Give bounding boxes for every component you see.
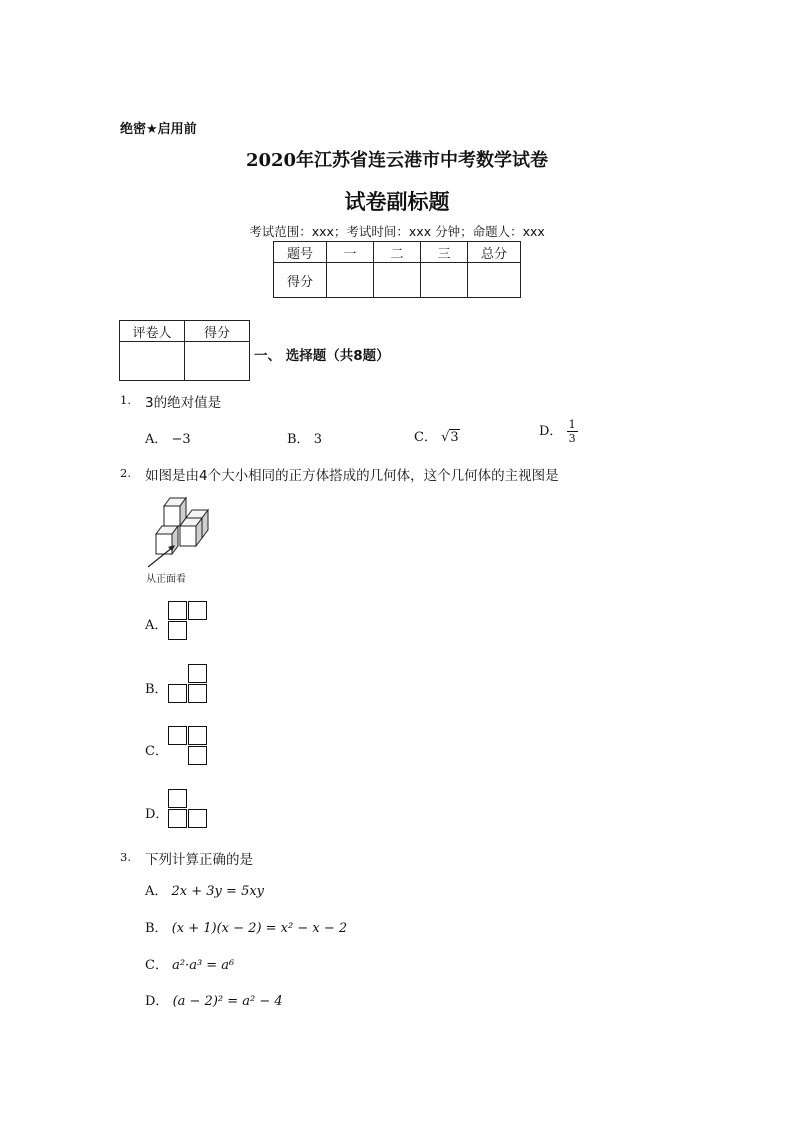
- option-c: C．: [145, 744, 168, 759]
- option-b: B．: [145, 682, 168, 697]
- square: [168, 684, 187, 703]
- option-b: [287, 428, 322, 447]
- score-header-cell: 二: [374, 242, 421, 263]
- score-cell: [327, 263, 374, 298]
- exam-subtitle: 试卷副标题: [344, 190, 450, 214]
- exam-title: 2020年江苏省连云港市中考数学试卷: [245, 150, 549, 171]
- question-text: 如图是由4个大小相同的正方体搭成的几何体，这个几何体的主视图是: [145, 468, 559, 484]
- option-value: 3: [313, 432, 322, 447]
- option-expression: 2x + 3y = 5xy: [171, 884, 265, 899]
- score-table: [273, 241, 521, 298]
- option-a-figure: [168, 601, 210, 643]
- question-number: 2.: [120, 466, 131, 480]
- option-label: A．: [145, 432, 168, 447]
- confidential-label: 绝密★启用前: [120, 122, 197, 137]
- option-expression: (a − 2)² = a² − 4: [172, 994, 283, 1009]
- grader-table: [119, 320, 250, 381]
- square: [168, 621, 187, 640]
- option-expression: (x + 1)(x − 2) = x² − x − 2: [171, 921, 348, 936]
- square: [188, 601, 207, 620]
- option-c: [145, 954, 234, 973]
- question-text: 3的绝对值是: [145, 395, 222, 411]
- option-c-figure: [168, 726, 210, 768]
- square: [188, 664, 207, 683]
- option-d: [145, 990, 283, 1009]
- square: [188, 726, 207, 745]
- exam-info: 考试范围：xxx；考试时间：xxx 分钟；命题人：xxx: [249, 224, 545, 239]
- figure-caption: 从正面看: [146, 574, 186, 585]
- denominator: 3: [568, 432, 576, 445]
- option-d-figure: [168, 789, 210, 831]
- option-b-figure: [168, 664, 210, 706]
- option-b: [145, 917, 347, 936]
- score-cell: [421, 263, 468, 298]
- option-d: [539, 418, 578, 445]
- option-label: B．: [287, 432, 310, 447]
- option-label: B．: [145, 921, 168, 936]
- option-label: D．: [539, 424, 563, 439]
- option-c: [414, 426, 460, 445]
- grader-header-cell: 得分: [185, 321, 250, 342]
- square: [188, 809, 207, 828]
- section-heading: 一、 选择题（共8题）: [254, 348, 390, 364]
- fraction: [567, 418, 578, 445]
- question-number: 3.: [120, 850, 131, 864]
- option-label: C．: [414, 430, 437, 445]
- score-header-cell: 题号: [274, 242, 327, 263]
- square: [168, 726, 187, 745]
- square: [188, 746, 207, 765]
- option-d: D．: [145, 807, 169, 822]
- score-header-cell: 三: [421, 242, 468, 263]
- score-cell: [468, 263, 521, 298]
- numerator: 1: [568, 418, 576, 431]
- square: [188, 684, 207, 703]
- option-label: C．: [145, 958, 168, 973]
- question-number: 1.: [120, 393, 131, 407]
- square: [168, 809, 187, 828]
- question-text: 下列计算正确的是: [145, 852, 253, 868]
- option-label: D．: [145, 994, 169, 1009]
- option-label: A．: [145, 884, 168, 899]
- score-cell: [374, 263, 421, 298]
- square: [168, 601, 187, 620]
- square: [168, 789, 187, 808]
- grader-header-cell: 评卷人: [120, 321, 185, 342]
- grader-cell: [120, 342, 185, 381]
- option-value: −3: [171, 432, 191, 447]
- option-expression: a²·a³ = a⁶: [172, 958, 235, 973]
- score-header-cell: 一: [327, 242, 374, 263]
- option-a: A．: [145, 618, 168, 633]
- grader-cell: [185, 342, 250, 381]
- score-row-label: 得分: [274, 263, 327, 298]
- radicand: 3: [450, 430, 459, 445]
- option-a: [145, 428, 191, 447]
- option-a: [145, 880, 264, 899]
- score-header-cell: 总分: [468, 242, 521, 263]
- sqrt-expression: √3: [441, 430, 459, 445]
